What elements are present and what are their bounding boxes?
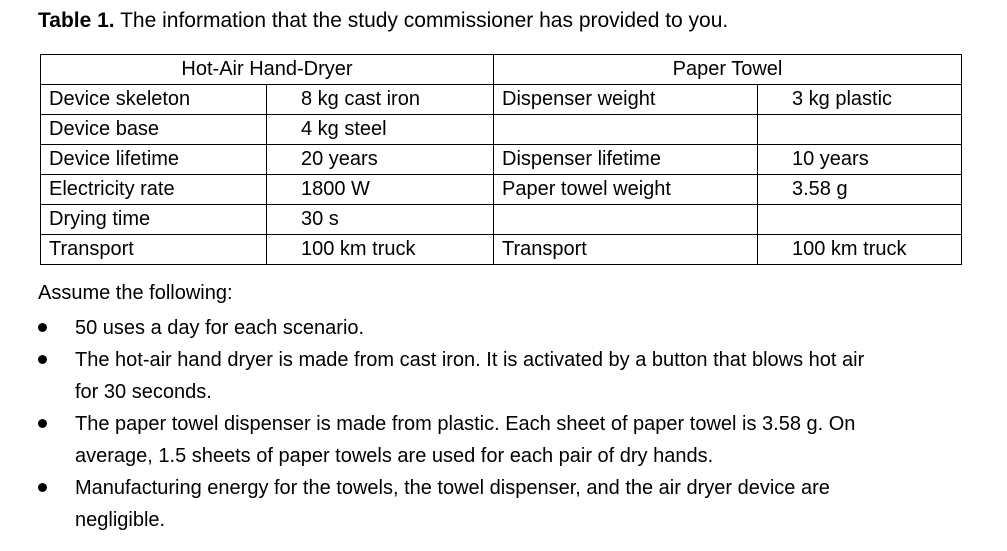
table-cell: 100 km truck <box>267 235 494 265</box>
table-caption-label: Table 1. <box>38 9 115 32</box>
table-caption-text: The information that the study commissioner has provided to you. <box>120 9 729 32</box>
table-row <box>41 235 962 265</box>
table-cell <box>758 115 962 145</box>
table-cell: Paper towel weight <box>494 175 758 205</box>
table-cell <box>494 205 758 235</box>
table-row <box>41 115 962 145</box>
list-item-text: Manufacturing energy for the towels, the towel dispenser, and the air dryer device are <box>75 477 830 499</box>
table-cell: Device skeleton <box>41 85 267 115</box>
table-cell <box>494 115 758 145</box>
table-row <box>41 85 962 115</box>
list-item <box>0 312 1000 344</box>
table-cell: 3 kg plastic <box>758 85 962 115</box>
bullet-icon <box>38 419 47 428</box>
table-cell: 10 years <box>758 145 962 175</box>
list-item-text: The hot-air hand dryer is made from cast iron. It is activated by a button that blows hot air <box>75 349 865 371</box>
table-cell: 20 years <box>267 145 494 175</box>
table-cell: Drying time <box>41 205 267 235</box>
table-cell: Device base <box>41 115 267 145</box>
table-cell: 8 kg cast iron <box>267 85 494 115</box>
table-row <box>41 205 962 235</box>
table-cell: 100 km truck <box>758 235 962 265</box>
table-cell: Dispenser lifetime <box>494 145 758 175</box>
table-cell: 4 kg steel <box>267 115 494 145</box>
list-item <box>0 408 1000 472</box>
header-hot-air-dryer: Hot-Air Hand-Dryer <box>41 55 494 85</box>
table-cell: Electricity rate <box>41 175 267 205</box>
bullet-icon <box>38 483 47 492</box>
table-cell: Dispenser weight <box>494 85 758 115</box>
table-cell <box>758 205 962 235</box>
assumptions-list <box>0 312 1000 536</box>
info-table <box>40 54 962 265</box>
list-item-text: average, 1.5 sheets of paper towels are used for each pair of dry hands. <box>75 445 714 467</box>
list-item <box>0 344 1000 408</box>
list-item-text: 50 uses a day for each scenario. <box>75 317 365 339</box>
table-row <box>41 145 962 175</box>
table-cell: Transport <box>41 235 267 265</box>
table-cell: Transport <box>494 235 758 265</box>
bullet-icon <box>38 355 47 364</box>
list-item-text: for 30 seconds. <box>75 381 212 403</box>
list-item-text: The paper towel dispenser is made from plastic. Each sheet of paper towel is 3.58 g. On <box>75 413 856 435</box>
header-paper-towel: Paper Towel <box>494 55 962 85</box>
table-header-row <box>41 55 962 85</box>
list-item <box>0 472 1000 536</box>
table-row <box>41 175 962 205</box>
list-item-text: negligible. <box>75 509 166 531</box>
table-cell: 30 s <box>267 205 494 235</box>
table-caption <box>38 8 728 34</box>
bullet-icon <box>38 323 47 332</box>
assumptions-intro: Assume the following: <box>38 282 233 304</box>
table-cell: 1800 W <box>267 175 494 205</box>
table-cell: Device lifetime <box>41 145 267 175</box>
table-cell: 3.58 g <box>758 175 962 205</box>
